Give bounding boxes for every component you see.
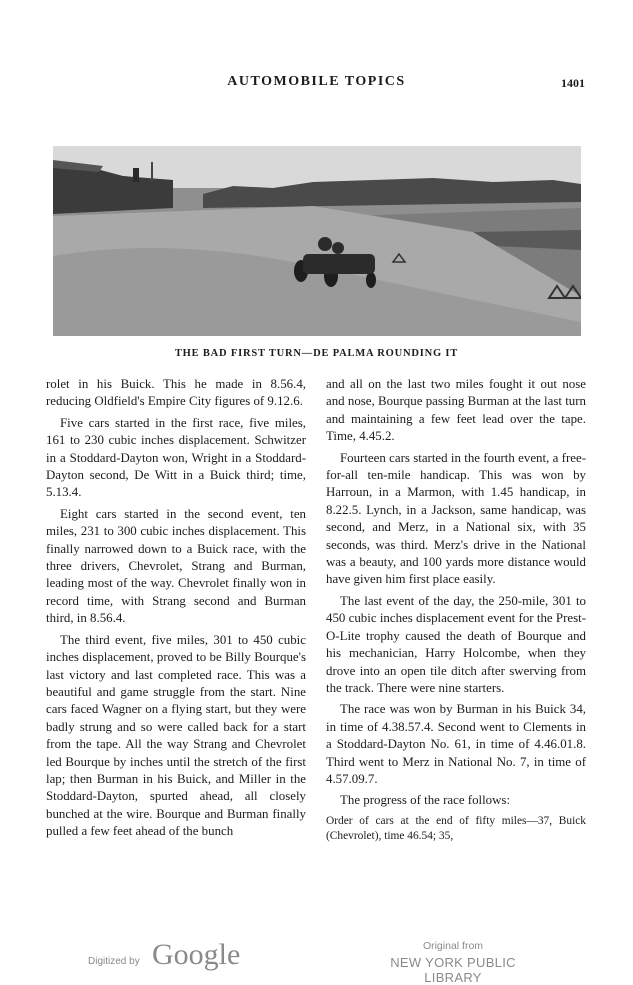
paragraph: Fourteen cars started in the fourth event, a free-for-all ten-mile handicap. This was won by Harroun, in a Marmon, with 1.45 handicap, in 8.22.5. Lynch, in a Jackson, same handicap, was second, and Merz, in a National six, with 35 seconds, was third. Merz's drive in the National was a beauty, and 100 yards more distance would have given him first place easily. [326, 450, 586, 587]
paragraph: rolet in his Buick. This he made in 8.56.4, reducing Oldfield's Empire City figures of 9.12.6. [46, 377, 306, 409]
paragraph: The last event of the day, the 250-mile, 301 to 450 cubic inches displacement event for the Prest-O-Lite trophy caused the death of Bourque and his mechanician, Harry Holcombe, when they drove into an open tile ditch after swerving from the track. There were nine starters. [326, 593, 586, 695]
paragraph: Eight cars started in the second event, ten miles, 231 to 300 cubic inches displacement. This finally narrowed down to a Buick race, with the three drivers, Chevrolet, Strang and Burman, leading most of the way. Chevrolet finally won in record time, with Strang second and Burman third, in 8.56.4. [46, 506, 306, 626]
digitized-by-label: Digitized by [88, 956, 140, 967]
race-progress-intro: Order of cars at the end of fifty miles—37, Buick (Chevrolet), time 46.54; 35, [326, 814, 586, 842]
running-title: AUTOMOBILE TOPICS [227, 74, 406, 89]
paragraph: Five cars started in the first race, five miles, 161 to 230 cubic inches displacement. Schwitzer in a Stoddard-Dayton won, Wright in a Stoddard-Dayton second, De Witt in a Buick third; time, 5.13.4. [46, 415, 306, 500]
paragraph: and all on the last two miles fought it out nose and nose, Bourque passing Burman at the last turn and maintaining a few feet lead over the tape. Time, 4.45.2. [326, 377, 586, 444]
library-name: NEW YORK PUBLIC LIBRARY [390, 955, 516, 985]
page-header [0, 74, 633, 94]
digitization-footer [0, 936, 633, 985]
paragraph: The race was won by Burman in his Buick 34, in time of 4.38.57.4. Second went to Clements in a Stoddard-Dayton No. 61, in time of 4.46.01.8. Third went to Merz in National No. 7, in time of 4.57.09.7. [326, 702, 586, 786]
left-column [46, 376, 306, 845]
photo-caption: THE BAD FIRST TURN—DE PALMA ROUNDING IT [174, 348, 459, 359]
paragraph: The progress of the race follows: [340, 793, 511, 808]
paragraph: The third event, five miles, 301 to 450 cubic inches displacement, proved to be Billy Bourque's last victory and last completed race. This was a beautiful and game struggle from the start. Nine cars faced Wagner on a flying start, but they were badly strung and so were called back for a start from the tape. All the way Strang and Chevrolet led Bourque by inches until the stretch of the first lap; then Burman in his Buick, and Miller in the Stoddard-Dayton, spurted ahead, all closely bunched at the wire. Bourque and Burman finally pulled a few feet ahead of the bunch [46, 632, 306, 839]
right-column [326, 376, 586, 848]
race-photo [53, 146, 581, 336]
original-from-label: Original from [422, 940, 484, 952]
google-logo: Google [152, 938, 241, 971]
page-number: 1401 [561, 76, 585, 90]
